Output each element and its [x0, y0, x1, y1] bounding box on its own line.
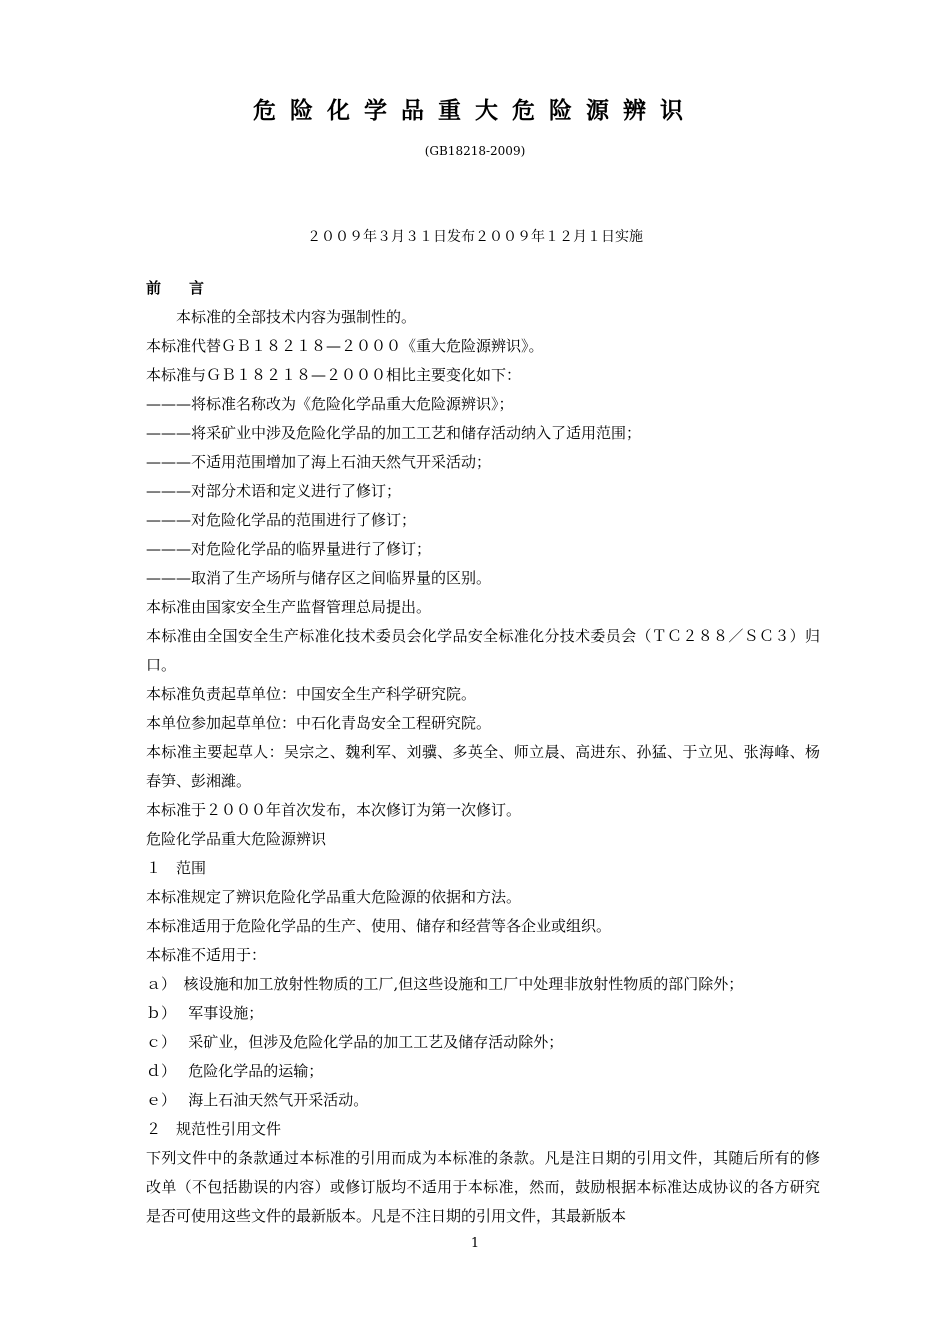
preface-heading: 前言 [146, 279, 233, 297]
change-item: ———对部分术语和定义进行了修订； [146, 482, 402, 500]
paragraph: 本标准适用于危险化学品的生产、使用、储存和经营等各企业或组织。 [146, 917, 612, 935]
section-heading: １ 范围 [146, 859, 207, 877]
section-heading: ２ 规范性引用文件 [146, 1120, 282, 1138]
paragraph: 本标准由全国安全生产标准化技术委员会化学品安全标准化分技术委员会（ＴＣ２８８／ＳＣ３）归口。 [146, 627, 820, 674]
paragraph: 本标准负责起草单位：中国安全生产科学研究院。 [146, 685, 477, 703]
change-item: ———将标准名称改为《危险化学品重大危险源辨识》； [146, 395, 514, 413]
document-title: 危险化学品重大危险源辨识 [253, 98, 697, 124]
list-item: ｄ） 危险化学品的运输； [146, 1062, 324, 1080]
paragraph: 本标准代替ＧＢ１８２１８—２０００《重大危险源辨识》。 [146, 337, 544, 355]
page-number: 1 [470, 1236, 480, 1251]
list-item: ａ） 核设施和加工放射性物质的工厂,但这些设施和工厂中处理非放射性物质的部门除外； [146, 975, 744, 993]
paragraph: 本标准于２０００年首次发布，本次修订为第一次修订。 [146, 801, 522, 819]
change-item: ———对危险化学品的临界量进行了修订； [146, 540, 432, 558]
list-item: ｃ） 采矿业，但涉及危险化学品的加工工艺及储存活动除外； [146, 1033, 564, 1051]
list-item: ｂ） 军事设施； [146, 1004, 264, 1022]
paragraph: 下列文件中的条款通过本标准的引用而成为本标准的条款。凡是注日期的引用文件，其随后所有的修改单（不包括勘误的内容）或修订版均不适用于本标准，然而，鼓励根据本标准达成协议的各方研究是否可使用这些文件的最新版本。凡是不注日期的引用文件，其最新版本 [146, 1149, 820, 1225]
list-item: ｅ） 海上石油天然气开采活动。 [146, 1091, 369, 1109]
paragraph: 本标准主要起草人：吴宗之、魏利军、刘骥、多英全、师立晨、高进东、孙猛、于立见、张海峰、杨春笋、彭湘濰。 [146, 743, 820, 790]
change-item: ———将采矿业中涉及危险化学品的加工工艺和储存活动纳入了适用范围； [146, 424, 642, 442]
change-item: ———取消了生产场所与储存区之间临界量的区别。 [146, 569, 492, 587]
paragraph: 本标准不适用于： [146, 946, 267, 964]
paragraph: 本单位参加起草单位：中石化青岛安全工程研究院。 [146, 714, 492, 732]
change-item: ———不适用范围增加了海上石油天然气开采活动； [146, 453, 492, 471]
section-title: 危险化学品重大危险源辨识 [146, 830, 327, 848]
document-body [146, 274, 820, 1231]
paragraph: 本标准与ＧＢ１８２１８—２０００相比主要变化如下： [146, 366, 522, 384]
change-item: ———对危险化学品的范围进行了修订； [146, 511, 417, 529]
release-dates: ２００９年３月３１日发布２００９年１２月１日实施 [307, 229, 643, 245]
standard-code: (GB18218-2009) [424, 144, 526, 158]
paragraph: 本标准规定了辨识危险化学品重大危险源的依据和方法。 [146, 888, 522, 906]
paragraph: 本标准的全部技术内容为强制性的。 [176, 308, 417, 326]
paragraph: 本标准由国家安全生产监督管理总局提出。 [146, 598, 432, 616]
